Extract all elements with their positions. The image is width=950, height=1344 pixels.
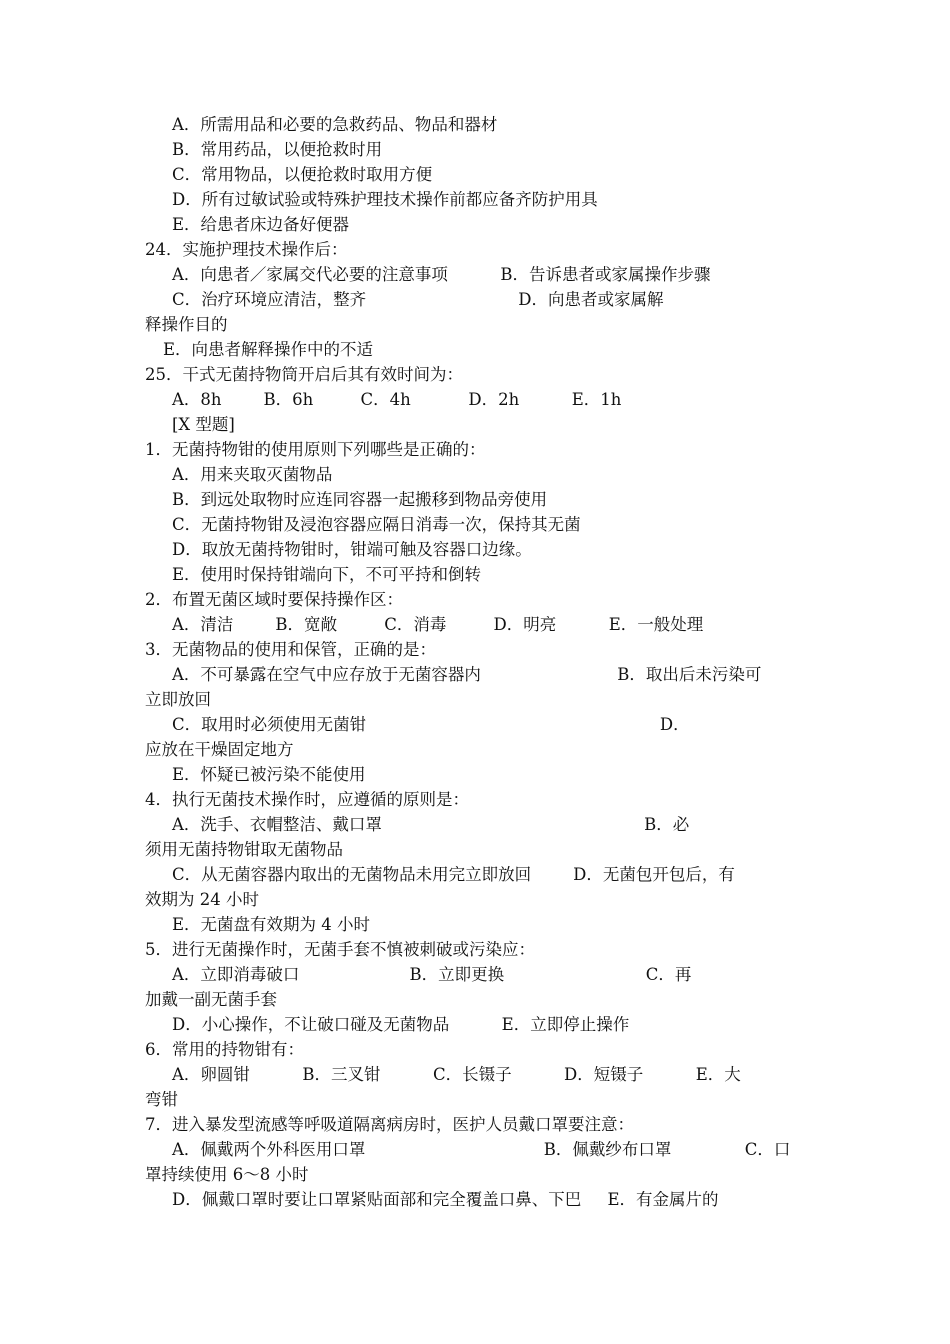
option-line: D．小心操作，不让破口碰及无菌物品 E．立即停止操作 [172, 1015, 630, 1034]
option-line: A．所需用品和必要的急救药品、物品和器材 [172, 115, 498, 134]
option-line: A．卵圆钳 B．三叉钳 C．长镊子 D．短镊子 E．大 [172, 1065, 741, 1084]
continuation-line: 弯钳 [145, 1090, 178, 1109]
option-line: A．佩戴两个外科医用口罩 B．佩戴纱布口罩 C．口 [172, 1140, 791, 1159]
option-line: B．常用药品，以便抢救时用 [172, 140, 383, 159]
option-line: D．所有过敏试验或特殊护理技术操作前都应备齐防护用具 [172, 190, 598, 209]
option-line: E．使用时保持钳端向下，不可平持和倒转 [172, 565, 482, 584]
continuation-line: 立即放回 [145, 690, 211, 709]
option-line: D．取放无菌持物钳时，钳端可触及容器口边缘。 [172, 540, 532, 559]
question-line: 3．无菌物品的使用和保管，正确的是： [145, 640, 436, 659]
option-line: C．取用时必须使用无菌钳 D． [172, 715, 690, 734]
question-line: 25．干式无菌持物筒开启后其有效时间为： [145, 365, 463, 384]
option-line: A．立即消毒破口 B．立即更换 C．再 [172, 965, 692, 984]
question-line: 1．无菌持物钳的使用原则下列哪些是正确的： [145, 440, 486, 459]
continuation-line: 加戴一副无菌手套 [145, 990, 277, 1009]
option-line: A．用来夹取灭菌物品 [172, 465, 333, 484]
question-line: 6．常用的持物钳有： [145, 1040, 304, 1059]
option-line: B．到远处取物时应连同容器一起搬移到物品旁使用 [172, 490, 548, 509]
continuation-line: 释操作目的 [145, 315, 228, 334]
option-line: E．怀疑已被污染不能使用 [172, 765, 366, 784]
option-line: A．清洁 B．宽敞 C．消毒 D．明亮 E．一般处理 [172, 615, 704, 634]
question-line: 7．进入暴发型流感等呼吸道隔离病房时，医护人员戴口罩要注意： [145, 1115, 634, 1134]
option-line: C．治疗环境应清洁，整齐 D．向患者或家属解 [172, 290, 664, 309]
section-heading: [X 型题] [172, 415, 235, 434]
option-line: A．向患者／家属交代必要的注意事项 B．告诉患者或家属操作步骤 [172, 265, 711, 284]
question-line: 5．进行无菌操作时，无菌手套不慎被刺破或污染应： [145, 940, 535, 959]
option-line: C．常用物品，以便抢救时取用方便 [172, 165, 433, 184]
continuation-line: 效期为 24 小时 [145, 890, 259, 909]
option-line: A．不可暴露在空气中应存放于无菌容器内 B．取出后未污染可 [172, 665, 762, 684]
question-line: 4．执行无菌技术操作时，应遵循的原则是： [145, 790, 469, 809]
option-line: C．从无菌容器内取出的无菌物品未用完立即放回 D．无菌包开包后，有 [172, 865, 735, 884]
continuation-line: 须用无菌持物钳取无菌物品 [145, 840, 343, 859]
question-line: 2．布置无菌区域时要保持操作区： [145, 590, 403, 609]
option-line: C．无菌持物钳及浸泡容器应隔日消毒一次，保持其无菌 [172, 515, 581, 534]
option-line: E．无菌盘有效期为 4 小时 [172, 915, 371, 934]
option-line: A．8h B．6h C．4h D．2h E．1h [172, 390, 622, 409]
continuation-line: 罩持续使用 6～8 小时 [145, 1165, 309, 1184]
question-line: 24．实施护理技术操作后： [145, 240, 348, 259]
continuation-line: 应放在干燥固定地方 [145, 740, 294, 759]
option-line: A．洗手、衣帽整洁、戴口罩 B．必 [172, 815, 690, 834]
option-line: E．向患者解释操作中的不适 [163, 340, 374, 359]
option-line: D．佩戴口罩时要让口罩紧贴面部和完全覆盖口鼻、下巴 E．有金属片的 [172, 1190, 719, 1209]
option-line: E．给患者床边备好便器 [172, 215, 350, 234]
